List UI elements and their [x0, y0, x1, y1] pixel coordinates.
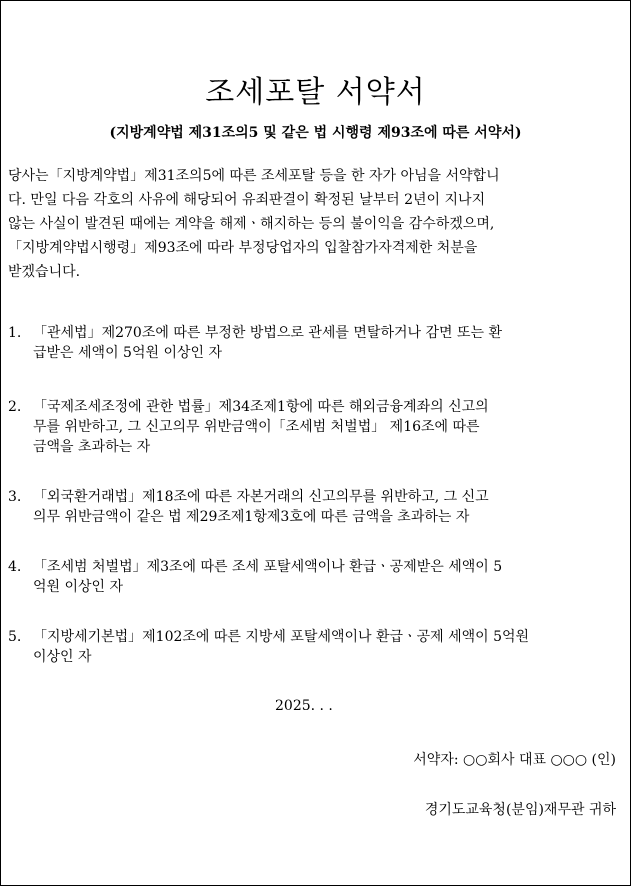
recipient-line: 경기도교육청(분임)재무관 귀하	[424, 802, 616, 818]
intro-line: 「지방계약법시행령」제93조에 따라 부정당업자의 입찰참가자격제한 처분을	[8, 240, 478, 256]
item-number: 3.	[8, 489, 22, 505]
item-text	[33, 323, 623, 363]
item-line: 이상인 자	[33, 649, 92, 665]
list-item-2	[8, 397, 623, 457]
item-line: 무를 위반하고, 그 신고의무 위반금액이「조세범 처벌법」 제16조에 따른	[33, 419, 480, 435]
item-line: 「외국환거래법」제18조에 따른 자본거래의 신고의무를 위반하고, 그 신고	[33, 489, 489, 505]
document-title: 조세포탈 서약서	[205, 75, 426, 110]
pledge-date: 2025. . .	[275, 698, 333, 714]
item-line: 금액을 초과하는 자	[33, 439, 151, 455]
item-text	[33, 557, 623, 597]
intro-line: 다. 만일 다음 각호의 사유에 해당되어 유죄판결이 확정된 날부터 2년이 지나지	[8, 192, 486, 208]
item-number: 2.	[8, 399, 22, 415]
item-line: 급받은 세액이 5억원 이상인 자	[33, 345, 222, 361]
item-line: 억원 이상인 자	[33, 579, 124, 595]
intro-line: 받겠습니다.	[8, 264, 81, 280]
document-subtitle: (지방계약법 제31조의5 및 같은 법 시행령 제93조에 따른 서약서)	[109, 125, 522, 141]
intro-line: 않는 사실이 발견된 때에는 계약을 해제ㆍ해지하는 등의 불이익을 감수하겠으며,	[8, 216, 495, 232]
item-text	[33, 397, 623, 457]
list-item-5	[8, 627, 623, 667]
list-item-4	[8, 557, 623, 597]
item-text	[33, 627, 623, 667]
item-number: 4.	[8, 559, 22, 575]
list-item-1	[8, 323, 623, 363]
item-text	[33, 487, 623, 527]
intro-paragraph	[8, 164, 623, 284]
item-line: 「국제조세조정에 관한 법률」제34조제1항에 따른 해외금융계좌의 신고의	[33, 399, 489, 415]
item-line: 「관세법」제270조에 따른 부정한 방법으로 관세를 면탈하거나 감면 또는 환	[33, 325, 502, 341]
intro-line: 당사는「지방계약법」제31조의5에 따른 조세포탈 등을 한 자가 아님을 서약합니	[8, 168, 500, 184]
item-line: 「지방세기본법」제102조에 따른 지방세 포탈세액이나 환급ㆍ공제 세액이 5억원	[33, 629, 530, 645]
signer-line: 서약자: ○○회사 대표 ○○○ (인)	[413, 752, 616, 768]
item-line: 의무 위반금액이 같은 법 제29조제1항제3호에 따른 금액을 초과하는 자	[33, 509, 470, 525]
item-number: 1.	[8, 325, 22, 341]
item-line: 「조세범 처벌법」제3조에 따른 조세 포탈세액이나 환급ㆍ공제받은 세액이 5	[33, 559, 503, 575]
list-item-3	[8, 487, 623, 527]
item-number: 5.	[8, 629, 22, 645]
